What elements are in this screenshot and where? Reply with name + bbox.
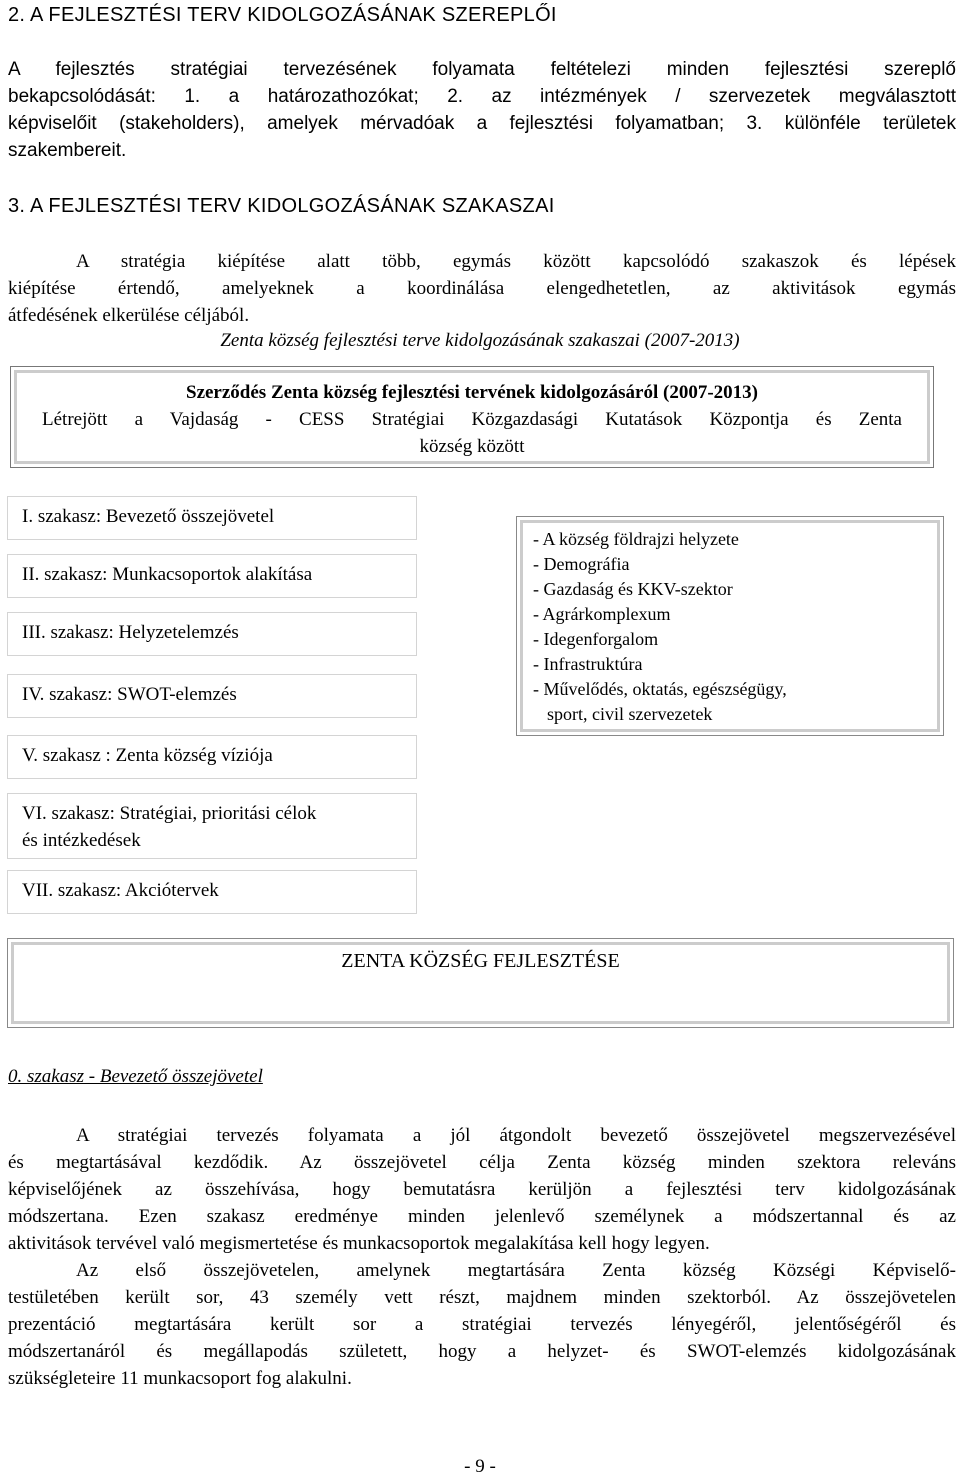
phase-box-2 [7,554,417,598]
contract-line: község között [419,436,525,457]
phase-label: IV. szakasz: SWOT-elemzés [22,684,237,705]
section-3-heading: 3. A FEJLESZTÉSI TERV KIDOLGOZÁSÁNAK SZAKASZAI [8,195,555,217]
contract-line: Létrejött a Vajdaság - CESS Stratégiai Közgazdasági Kutatások Központja és Zenta [42,409,902,430]
phase-label: és intézkedések [22,830,141,851]
phase-box-1 [7,496,417,540]
paragraph-line: kiépítése értendő, amelyeknek a koordinálása elengedhetetlen, az aktivitások egymás [8,278,956,299]
topic-item: - Idegenforgalom [533,629,659,649]
phase-box-7 [7,870,417,914]
topic-item: sport, civil szervezetek [547,704,713,724]
paragraph-line: Az első összejövetelen, amelynek megtartására Zenta község Községi Képviselő- [76,1260,956,1281]
paragraph-line: szakembereit. [8,140,127,161]
paragraph-line: A fejlesztés stratégiai tervezésének folyamata feltételezi minden fejlesztési szereplő [8,59,956,80]
phase-label: I. szakasz: Bevezető összejövetel [22,506,275,527]
paragraph-line: képviselőjének az összehívása, hogy bemutatásra kerüljön a fejlesztési terv kidolgozásának [8,1179,956,1200]
paragraph-line: átfedésének elkerülése céljából. [8,305,250,326]
paragraph-line: prezentáció megtartására került sor a stratégiai tervezés lényegéről, jelentőségéről és [8,1314,956,1335]
section-3-paragraph [8,248,956,329]
paragraph-line: módszertanáról és megállapodás született, hogy a helyzet- és SWOT-elemzés kidolgozásának [8,1341,956,1362]
phase-box-5 [7,735,417,779]
phase-label: II. szakasz: Munkacsoportok alakítása [22,564,313,585]
section-2-paragraph [8,56,956,164]
paragraph-line: testületében került sor, 43 személy vett részt, majdnem minden szektorból. Az összejövetelen [8,1287,956,1308]
phase-label: III. szakasz: Helyzetelemzés [22,622,239,643]
phase-label: VI. szakasz: Stratégiai, prioritási célok [22,803,317,824]
paragraph-line: képviselőit (stakeholders), amelyek mérvadóak a fejlesztési folyamatban; 3. különféle területek [8,113,956,134]
paragraph-line: és megtartásával kezdődik. Az összejövetel célja Zenta község minden szektora releváns [8,1152,956,1173]
contract-box [10,366,934,468]
paragraph-line: módszertana. Ezen szakasz eredménye minden jelenlevő személynek a módszertannal és az [8,1206,956,1227]
paragraph-line: A stratégiai tervezés folyamata a jól átgondolt bevezető összejövetel megszervezésével [76,1125,956,1146]
phase-label: VII. szakasz: Akciótervek [22,880,219,901]
phase-0-paragraph-1 [8,1122,956,1257]
analysis-topics-box [516,516,944,736]
topic-item: - Infrastruktúra [533,654,643,674]
topic-item: - A község földrajzi helyzete [533,529,739,549]
paragraph-line: szükségleteire 11 munkacsoport fog alakulni. [8,1368,352,1389]
phase-box-4 [7,674,417,718]
paragraph-line: bekapcsolódását: 1. a határozathozókat; 2. az intézmények / szervezetek megválasztott [8,86,956,107]
result-label: ZENTA KÖZSÉG FEJLESZTÉSE [341,950,620,972]
page-number: - 9 - [464,1456,496,1477]
phase-0-paragraph-2 [8,1257,956,1392]
contract-title: Szerződés Zenta község fejlesztési tervének kidolgozásáról (2007-2013) [186,382,758,403]
phase-label: V. szakasz : Zenta község víziója [22,745,273,766]
topic-item: - Gazdaság és KKV-szektor [533,579,733,599]
topic-item: - Művelődés, oktatás, egészségügy, [533,679,787,699]
result-box [7,938,954,1028]
topic-item: - Agrárkomplexum [533,604,671,624]
phase-box-3 [7,612,417,656]
paragraph-line: A stratégia kiépítése alatt több, egymás között kapcsolódó szakaszok és lépések [76,251,956,272]
topic-item: - Demográfia [533,554,630,574]
paragraph-line: aktivitások tervével való megismertetése és munkacsoportok megalakítása kell hogy legyen. [8,1233,710,1254]
phase-0-heading: 0. szakasz - Bevezető összejövetel [8,1066,263,1087]
section-2-heading: 2. A FEJLESZTÉSI TERV KIDOLGOZÁSÁNAK SZEREPLŐI [8,4,557,26]
figure-caption: Zenta község fejlesztési terve kidolgozásának szakaszai (2007-2013) [220,330,740,351]
phase-box-6 [7,793,417,859]
